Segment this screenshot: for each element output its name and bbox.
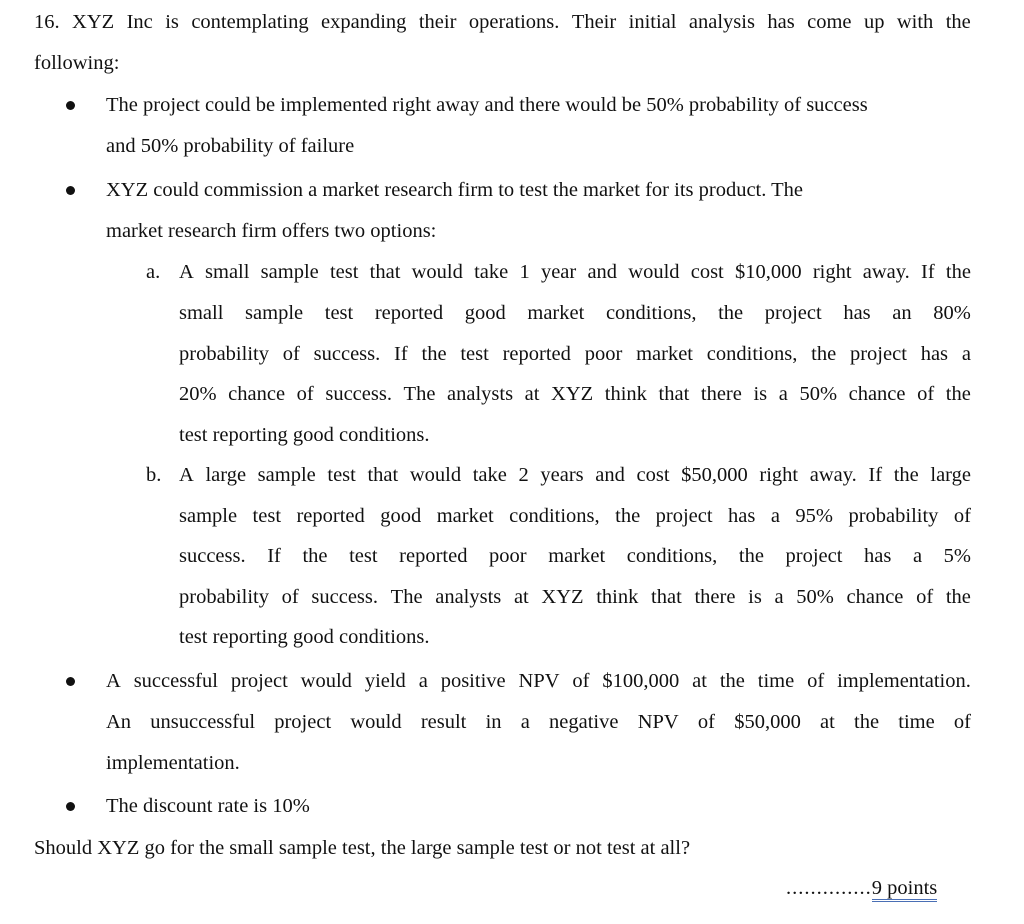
word: If	[394, 343, 408, 365]
word: sample	[245, 302, 304, 324]
word: right	[759, 464, 799, 486]
word: at	[692, 670, 707, 692]
word: yield	[364, 670, 406, 692]
word: has	[767, 11, 795, 33]
option-a-line-3	[179, 342, 971, 366]
word: the	[893, 464, 919, 486]
word: a	[778, 383, 788, 405]
word: that	[367, 464, 399, 486]
word: expanding	[321, 11, 407, 33]
word: probability	[179, 343, 269, 365]
word: XYZ	[541, 586, 584, 608]
word: reported	[374, 302, 444, 324]
word: success.	[325, 383, 392, 405]
word: take	[472, 464, 507, 486]
points-label	[786, 876, 937, 900]
word: and	[595, 464, 625, 486]
word: The	[403, 383, 436, 405]
word: probability	[179, 586, 269, 608]
word: 1	[519, 261, 530, 283]
word: would	[628, 261, 680, 283]
word: poor	[584, 343, 623, 365]
bullet-dot	[66, 802, 75, 811]
bullet-4-line-1: The discount rate is 10%	[106, 795, 310, 817]
word: chance	[228, 383, 286, 405]
word: 50%	[796, 586, 834, 608]
word: negative	[549, 711, 619, 733]
question-line-1	[34, 10, 971, 34]
word: think	[604, 383, 647, 405]
word: time	[898, 711, 935, 733]
word: An	[106, 711, 132, 733]
word: analysis	[688, 11, 755, 33]
word: 5%	[943, 545, 971, 567]
word: A	[106, 670, 121, 692]
word: up	[863, 11, 885, 33]
option-b-line-5: test reporting good conditions.	[179, 626, 430, 648]
word: market	[527, 302, 585, 324]
word: has	[920, 343, 949, 365]
word: of	[807, 670, 825, 692]
bullet-dot	[66, 677, 75, 686]
word: time	[757, 670, 795, 692]
word: a	[961, 343, 971, 365]
word: that	[369, 261, 401, 283]
bullet-1-line-2: and 50% probability of failure	[106, 135, 355, 157]
word: of	[697, 711, 715, 733]
word: the	[615, 505, 641, 527]
word: the	[738, 545, 764, 567]
word: right	[812, 261, 852, 283]
option-a-line-2	[179, 301, 971, 325]
option-a-line-5: test reporting good conditions.	[179, 424, 430, 446]
word: successful	[133, 670, 218, 692]
word: $50,000	[734, 711, 801, 733]
word: of	[296, 383, 314, 405]
word: $10,000	[734, 261, 802, 283]
word: project	[274, 711, 332, 733]
word: 2	[518, 464, 529, 486]
word: A	[179, 464, 194, 486]
word: market	[548, 545, 606, 567]
word: chance	[846, 586, 904, 608]
word: is	[753, 383, 768, 405]
word: good	[464, 302, 506, 324]
word: $100,000	[602, 670, 680, 692]
points-value: 9 points	[872, 877, 938, 902]
option-a-line-1	[179, 260, 971, 284]
word: the	[854, 711, 880, 733]
bullet-2-line-1: XYZ could commission a market research firm to test the market for its product. The	[106, 179, 803, 201]
word: poor	[489, 545, 527, 567]
word: reported	[399, 545, 468, 567]
word: positive	[440, 670, 506, 692]
word: test	[329, 261, 359, 283]
word: good	[380, 505, 422, 527]
word: analysts	[447, 383, 514, 405]
word: If	[868, 464, 883, 486]
word: $50,000	[681, 464, 748, 486]
word: years	[540, 464, 584, 486]
word: A	[179, 261, 194, 283]
word: 80%	[933, 302, 971, 324]
word: 16.	[34, 11, 60, 33]
bullet-dot	[66, 101, 75, 110]
word: would	[409, 464, 462, 486]
option-b-line-1	[179, 463, 971, 487]
word: test	[460, 343, 489, 365]
word: project	[230, 670, 288, 692]
word: of	[917, 383, 935, 405]
word: XYZ	[72, 11, 115, 33]
word: small	[179, 302, 224, 324]
word: their	[418, 11, 457, 33]
word: of	[916, 586, 934, 608]
word: sample	[260, 261, 319, 283]
word: NPV	[637, 711, 679, 733]
word: with	[896, 11, 934, 33]
option-b-line-2	[179, 504, 971, 528]
word: cost	[636, 464, 670, 486]
word: XYZ	[551, 383, 594, 405]
option-b-line-4	[179, 585, 971, 609]
word: a	[912, 545, 923, 567]
word: come	[807, 11, 852, 33]
word: operations.	[468, 11, 560, 33]
word: result	[420, 711, 467, 733]
word: 50%	[799, 383, 838, 405]
word: has	[864, 545, 892, 567]
question-line-2: following:	[34, 52, 120, 74]
word: test	[327, 464, 356, 486]
word: a	[770, 505, 780, 527]
word: would	[350, 711, 402, 733]
word: Their	[571, 11, 617, 33]
word: project	[764, 302, 822, 324]
word: would	[300, 670, 352, 692]
word: small	[205, 261, 250, 283]
word: market	[636, 343, 693, 365]
word: of	[953, 711, 971, 733]
word: that	[658, 383, 690, 405]
word: initial	[628, 11, 677, 33]
word: of	[953, 505, 971, 527]
bullet-dot	[66, 186, 75, 195]
word: conditions,	[509, 505, 600, 527]
word: unsuccessful	[150, 711, 256, 733]
word: If	[267, 545, 281, 567]
word: the	[811, 343, 837, 365]
word: of	[572, 670, 590, 692]
word: the	[945, 11, 971, 33]
word: a	[418, 670, 428, 692]
option-b-line-3	[179, 544, 971, 568]
word: If	[921, 261, 935, 283]
points-leader-dots: ..............	[786, 877, 872, 899]
bullet-3-line-1	[106, 669, 971, 693]
word: sample	[179, 505, 238, 527]
word: the	[718, 302, 744, 324]
word: Inc	[126, 11, 153, 33]
word: of	[281, 586, 299, 608]
word: project	[655, 505, 713, 527]
word: probability	[848, 505, 939, 527]
word: would	[411, 261, 463, 283]
word: reported	[502, 343, 571, 365]
word: chance	[848, 383, 906, 405]
word: contemplating	[191, 11, 309, 33]
bullet-1-line-1: The project could be implemented right away and there would be 50% probability of success	[106, 94, 868, 116]
word: away.	[862, 261, 910, 283]
word: year	[540, 261, 577, 283]
word: conditions,	[706, 343, 798, 365]
word: there	[700, 383, 742, 405]
option-b-marker: b.	[146, 464, 162, 486]
option-a-line-4	[179, 382, 971, 406]
word: has	[728, 505, 756, 527]
word: at	[513, 586, 529, 608]
word: analysts	[435, 586, 502, 608]
word: at	[524, 383, 540, 405]
word: in	[485, 711, 502, 733]
word: the	[421, 343, 447, 365]
bullet-3-line-2	[106, 710, 971, 734]
word: that	[651, 586, 682, 608]
word: a	[520, 711, 530, 733]
word: success.	[313, 343, 381, 365]
word: an	[892, 302, 912, 324]
word: the	[945, 261, 971, 283]
word: and	[587, 261, 618, 283]
word: the	[302, 545, 328, 567]
word: large	[930, 464, 971, 486]
word: is	[748, 586, 762, 608]
word: test	[324, 302, 354, 324]
word: think	[596, 586, 639, 608]
word: of	[282, 343, 300, 365]
word: project	[849, 343, 907, 365]
word: away.	[809, 464, 857, 486]
word: take	[474, 261, 509, 283]
word: reported	[296, 505, 365, 527]
word: test	[349, 545, 378, 567]
word: 20%	[179, 383, 217, 405]
word: success.	[179, 545, 246, 567]
word: implementation.	[837, 670, 971, 692]
word: has	[843, 302, 871, 324]
closing-question: Should XYZ go for the small sample test, the large sample test or not test at all?	[34, 837, 691, 859]
word: is	[165, 11, 179, 33]
option-a-marker: a.	[146, 261, 161, 283]
word: sample	[257, 464, 316, 486]
word: large	[205, 464, 247, 486]
word: there	[694, 586, 736, 608]
word: cost	[690, 261, 724, 283]
word: NPV	[518, 670, 560, 692]
word: 95%	[795, 505, 833, 527]
word: a	[774, 586, 784, 608]
word: conditions,	[626, 545, 718, 567]
word: The	[390, 586, 423, 608]
word: at	[820, 711, 835, 733]
bullet-3-line-3: implementation.	[106, 752, 240, 774]
word: test	[252, 505, 282, 527]
word: the	[719, 670, 745, 692]
word: market	[436, 505, 494, 527]
word: success.	[311, 586, 378, 608]
bullet-2-line-2: market research firm offers two options:	[106, 220, 437, 242]
word: the	[945, 586, 971, 608]
word: project	[785, 545, 843, 567]
word: the	[945, 383, 971, 405]
word: conditions,	[605, 302, 697, 324]
